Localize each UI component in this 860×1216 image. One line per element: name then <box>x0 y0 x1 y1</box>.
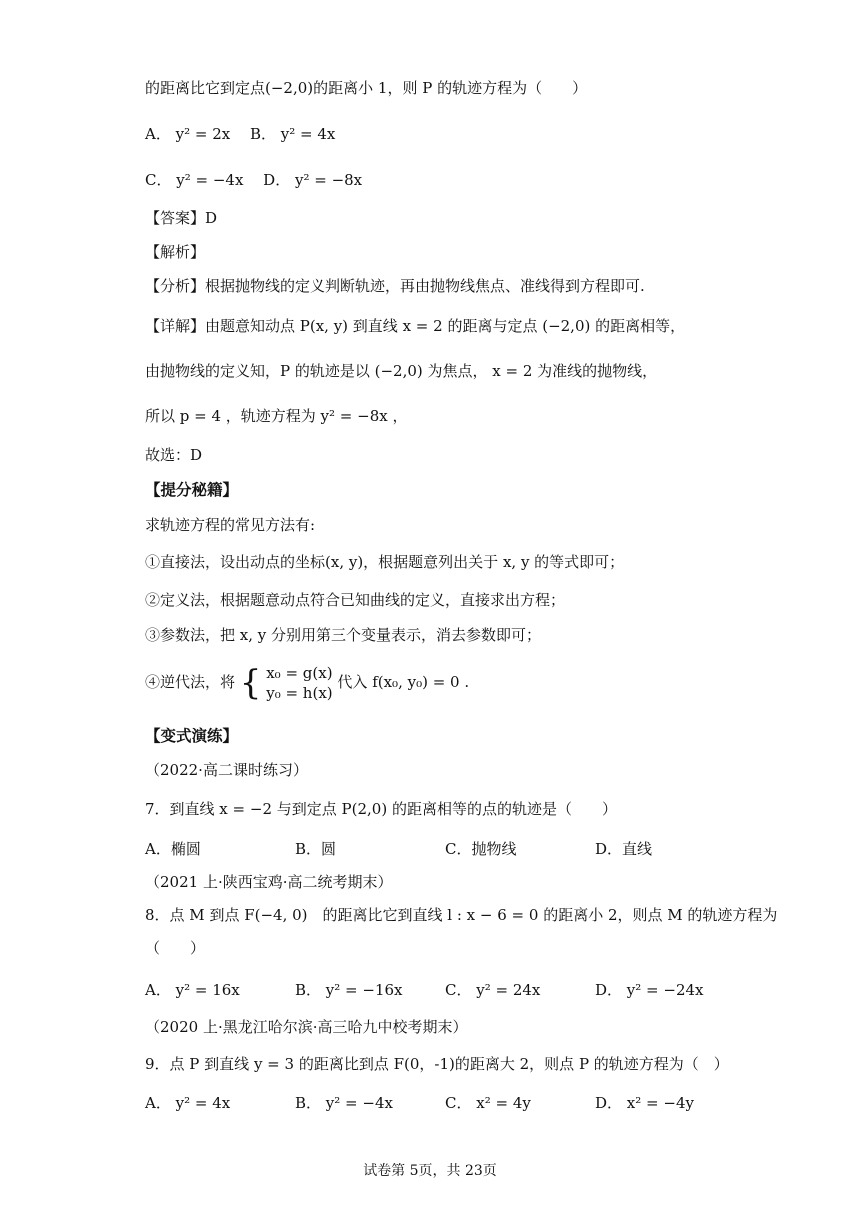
page-footer: 试卷第 5页，共 23页 <box>363 1163 497 1179</box>
q7-option-d: D．直线 <box>595 840 653 858</box>
tips-intro: 求轨迹方程的常见方法有: <box>145 516 316 534</box>
choose-line: 故选：D <box>145 446 203 464</box>
method-4 <box>145 663 469 703</box>
q7-option-a: A．椭圆 <box>145 840 201 858</box>
system-row-2: y₀ = h(x) <box>266 684 333 702</box>
question-9: 9．点 P 到直线 y = 3 的距离比到点 F(0，-1)的距离大 2，则点 P 的轨迹方程为（ ） <box>145 1055 729 1073</box>
method-4-prefix: ④逆代法，将 <box>145 673 236 691</box>
question-7: 7．到直线 x = −2 与到定点 P(2,0) 的距离相等的点的轨迹是（ ） <box>145 800 617 818</box>
options-ab: A． y² = 2x B． y² = 4x <box>145 125 336 143</box>
q8-option-b: B． y² = −16x <box>295 981 403 999</box>
equation-system <box>266 663 332 703</box>
practice-heading: 【变式演练】 <box>145 727 239 745</box>
q8-option-a: A． y² = 16x <box>145 981 240 999</box>
q8-option-c: C． y² = 24x <box>445 981 541 999</box>
question-stem-continuation: 的距离比它到定点(−2,0)的距离小 1，则 P 的轨迹方程为（ ） <box>145 79 588 97</box>
method-3: ③参数法，把 x, y 分别用第三个变量表示，消去参数即可； <box>145 626 542 644</box>
question-8: 8．点 M 到点 F(−4, 0) 的距离比它到直线 l : x − 6 = 0 的距离小 2，则点 M 的轨迹方程为 <box>145 906 778 924</box>
q9-option-c: C． x² = 4y <box>445 1094 531 1112</box>
source-2021: （2021 上·陕西宝鸡·高二统考期末） <box>145 873 393 891</box>
detail-line-3: 所以 p = 4 ，轨迹方程为 y² = −8x ， <box>145 407 408 425</box>
answer-line: 【答案】D <box>145 209 218 227</box>
method-1: ①直接法，设出动点的坐标(x, y)，根据题意列出关于 x, y 的等式即可； <box>145 553 625 571</box>
system-row-1: x₀ = g(x) <box>266 664 333 682</box>
q7-option-c: C．抛物线 <box>445 840 517 858</box>
method-4-suffix: 代入 f(x₀, y₀) = 0 . <box>337 673 470 691</box>
method-2: ②定义法，根据题意动点符合已知曲线的定义，直接求出方程； <box>145 591 566 609</box>
analysis-line: 【分析】根据抛物线的定义判断轨迹，再由抛物线焦点、准线得到方程即可. <box>145 277 645 295</box>
source-2022: （2022·高二课时练习） <box>145 761 308 779</box>
detail-line-1: 【详解】由题意知动点 P(x, y) 到直线 x = 2 的距离与定点 (−2,0) 的距离相等， <box>145 317 686 335</box>
options-cd: C． y² = −4x D． y² = −8x <box>145 171 363 189</box>
q7-option-b: B．圆 <box>295 840 337 858</box>
brace-symbol: { <box>239 663 262 703</box>
detail-line-2: 由抛物线的定义知，P 的轨迹是以 (−2,0) 为焦点， x = 2 为准线的抛物线， <box>145 362 658 380</box>
question-8-bracket: （ ） <box>145 939 206 957</box>
q9-option-b: B． y² = −4x <box>295 1094 393 1112</box>
analysis-heading: 【解析】 <box>145 243 206 261</box>
q9-option-d: D． x² = −4y <box>595 1094 694 1112</box>
q9-option-a: A． y² = 4x <box>145 1094 231 1112</box>
source-2020: （2020 上·黑龙江哈尔滨·高三哈九中校考期末） <box>145 1018 468 1036</box>
q8-option-d: D． y² = −24x <box>595 981 704 999</box>
tips-heading: 【提分秘籍】 <box>145 481 239 499</box>
